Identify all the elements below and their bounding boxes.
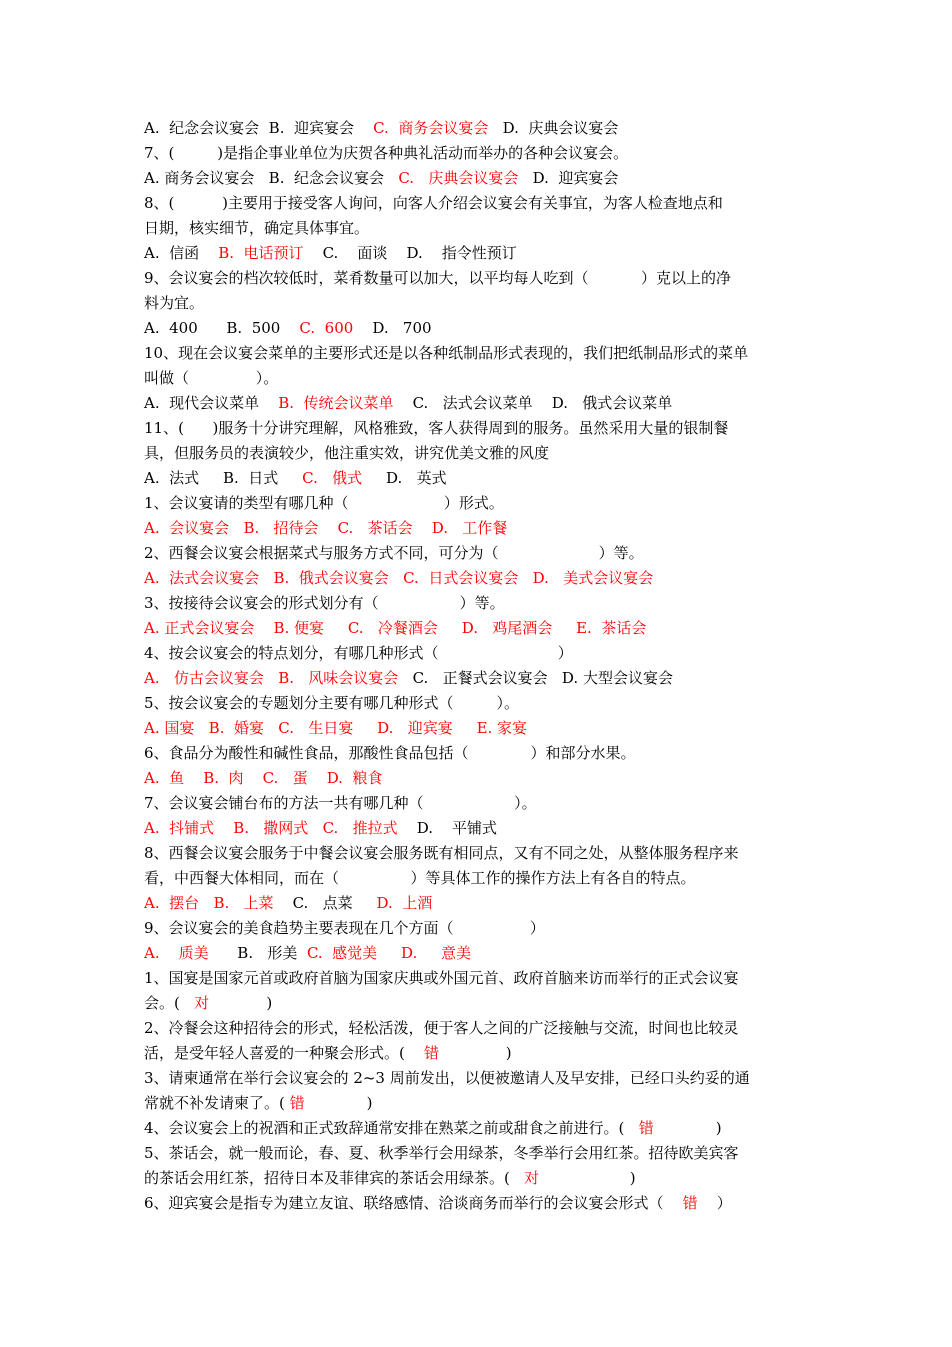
question-text: )	[539, 1169, 636, 1187]
question-text: 11、( )服务十分讲究理解，风格雅致，客人获得周到的服务。虽然采用大量的银制餐	[144, 419, 729, 437]
text-line	[144, 466, 814, 491]
text-line	[144, 966, 814, 991]
text-line	[144, 591, 814, 616]
question-text: 常就不补发请柬了。(	[144, 1094, 290, 1112]
answer-text: B. 电话预订	[218, 244, 304, 262]
text-line	[144, 741, 814, 766]
question-text: 料为宜。	[144, 294, 205, 312]
text-line	[144, 491, 814, 516]
answer-text: C. 600	[299, 319, 354, 337]
answer-text: 对	[524, 1169, 540, 1187]
answer-text: A. 质美	[144, 944, 209, 962]
question-text: 7、( )是指企事业单位为庆贺各种典礼活动而举办的各种会议宴会。	[144, 144, 629, 162]
question-text: 8、( )主要用于接受客人询问，向客人介绍会议宴会有关事宜，为客人检查地点和	[144, 194, 723, 212]
answer-text: C. 庆典会议宴会	[398, 169, 519, 187]
question-text: D. 700	[353, 319, 432, 337]
answer-text: A. 仿古会议宴会 B. 风味会议宴会	[144, 669, 399, 687]
question-text: 5、茶话会，就一般而论，春、夏、秋季举行会用绿茶，冬季举行会用红茶。招待欧美宾客	[144, 1144, 739, 1162]
question-text: 4、按会议宴会的特点划分，有哪几种形式（ ）	[144, 644, 573, 662]
text-line	[144, 841, 814, 866]
text-line	[144, 341, 814, 366]
text-line	[144, 941, 814, 966]
answer-text: A. 鱼 B. 肉 C. 蛋 D. 粮食	[144, 769, 383, 787]
answer-text: 错	[289, 1094, 305, 1112]
text-line	[144, 791, 814, 816]
text-line	[144, 266, 814, 291]
text-line	[144, 766, 814, 791]
question-text: 3、请柬通常在举行会议宴会的 2~3 周前发出，以便被邀请人及早安排，已经口头约妥的通	[144, 1069, 750, 1087]
text-line	[144, 391, 814, 416]
answer-text: A. 抖铺式 B. 撒网式 C. 推拉式	[144, 819, 398, 837]
text-line	[144, 916, 814, 941]
text-line	[144, 1116, 814, 1141]
question-text: 4、会议宴会上的祝酒和正式致辞通常安排在熟菜之前或甜食之前进行。(	[144, 1119, 639, 1137]
question-text: 5、按会议宴会的专题划分主要有哪几种形式（ ）。	[144, 694, 519, 712]
text-line	[144, 641, 814, 666]
answer-text: A. 正式会议宴会 B. 便宴 C. 冷餐酒会 D. 鸡尾酒会 E. 茶话会	[144, 619, 647, 637]
question-text: 3、按接待会议宴会的形式划分有（ ）等。	[144, 594, 505, 612]
text-line	[144, 691, 814, 716]
answer-text: A. 摆台 B. 上菜	[144, 894, 274, 912]
question-text: 6、迎宾宴会是指专为建立友谊、联络感情、洽谈商务而举行的会议宴会形式（	[144, 1194, 683, 1212]
text-line	[144, 541, 814, 566]
question-text: A. 商务会议宴会 B. 纪念会议宴会	[144, 169, 399, 187]
text-line	[144, 516, 814, 541]
text-line	[144, 891, 814, 916]
text-line	[144, 291, 814, 316]
quiz-content	[144, 116, 814, 1216]
question-text: 1、国宴是国家元首或政府首脑为国家庆典或外国元首、政府首脑来访而举行的正式会议宴	[144, 969, 739, 987]
question-text: C. 点菜	[273, 894, 377, 912]
text-line	[144, 191, 814, 216]
answer-text: 错	[682, 1194, 698, 1212]
question-text: A. 现代会议菜单	[144, 394, 279, 412]
question-text: D. 英式	[362, 469, 447, 487]
question-text: 的茶话会用红茶，招待日本及菲律宾的茶话会用绿茶。(	[144, 1169, 525, 1187]
text-line	[144, 1141, 814, 1166]
question-text: A. 400 B. 500	[144, 319, 300, 337]
answer-text: C. 俄式	[302, 469, 363, 487]
question-text: 9、会议宴会的美食趋势主要表现在几个方面（ ）	[144, 919, 545, 937]
question-text: 7、会议宴会铺台布的方法一共有哪几种（ ）。	[144, 794, 537, 812]
question-text: 会。(	[144, 994, 195, 1012]
answer-text: D. 上酒	[376, 894, 433, 912]
question-text: D. 平铺式	[397, 819, 498, 837]
text-line	[144, 366, 814, 391]
text-line	[144, 141, 814, 166]
answer-text: C. 商务会议宴会	[373, 119, 489, 137]
question-text: 日期，核实细节，确定具体事宜。	[144, 219, 370, 237]
text-line	[144, 1016, 814, 1041]
question-text: A. 信函	[144, 244, 219, 262]
question-text: C. 正餐式会议宴会 D. 大型会议宴会	[398, 669, 673, 687]
text-line	[144, 991, 814, 1016]
question-text: A. 纪念会议宴会 B. 迎宾宴会	[144, 119, 374, 137]
answer-text: A. 会议宴会 B. 招待会 C. 茶话会 D. 工作餐	[144, 519, 508, 537]
question-text: )	[304, 1094, 373, 1112]
text-line	[144, 166, 814, 191]
answer-text: 错	[638, 1119, 654, 1137]
question-text: 2、冷餐会这种招待会的形式，轻松活泼，便于客人之间的广泛接触与交流，时间也比较灵	[144, 1019, 739, 1037]
question-text: D. 迎宾宴会	[518, 169, 619, 187]
text-line	[144, 241, 814, 266]
text-line	[144, 1166, 814, 1191]
answer-text: 对	[194, 994, 210, 1012]
question-text: C. 面谈 D. 指令性预订	[303, 244, 517, 262]
text-line	[144, 1091, 814, 1116]
question-text: 6、食品分为酸性和碱性食品，那酸性食品包括（ ）和部分水果。	[144, 744, 636, 762]
text-line	[144, 716, 814, 741]
answer-text: A. 国宴 B. 婚宴 C. 生日宴 D. 迎宾宴 E. 家宴	[144, 719, 528, 737]
text-line	[144, 416, 814, 441]
question-text: ）	[697, 1194, 732, 1212]
question-text: )	[438, 1044, 512, 1062]
question-text: 8、西餐会议宴会服务于中餐会议宴会服务既有相同点，又有不同之处，从整体服务程序来	[144, 844, 739, 862]
question-text: D. 庆典会议宴会	[488, 119, 619, 137]
question-text: 活，是受年轻人喜爱的一种聚会形式。(	[144, 1044, 424, 1062]
text-line	[144, 1191, 814, 1216]
answer-text: 错	[423, 1044, 439, 1062]
text-line	[144, 666, 814, 691]
text-line	[144, 866, 814, 891]
text-line	[144, 316, 814, 341]
question-text: C. 法式会议菜单 D. 俄式会议菜单	[393, 394, 673, 412]
question-text: 1、会议宴请的类型有哪几种（ ）形式。	[144, 494, 504, 512]
answer-text: C. 感觉美 D. 意美	[306, 944, 472, 962]
question-text: A. 法式 B. 日式	[144, 469, 303, 487]
question-text: 具，但服务员的表演较少，他注重实效，讲究优美文雅的风度	[144, 444, 550, 462]
text-line	[144, 441, 814, 466]
question-text: )	[653, 1119, 722, 1137]
text-line	[144, 1066, 814, 1091]
answer-text: B. 传统会议菜单	[278, 394, 394, 412]
question-text: 9、会议宴会的档次较低时，菜肴数量可以加大，以平均每人吃到（ ）克以上的净	[144, 269, 731, 287]
question-text: 10、现在会议宴会菜单的主要形式还是以各种纸制品形式表现的，我们把纸制品形式的菜单	[144, 344, 749, 362]
answer-text: A. 法式会议宴会 B. 俄式会议宴会 C. 日式会议宴会 D. 美式会议宴会	[144, 569, 654, 587]
text-line	[144, 566, 814, 591]
text-line	[144, 1041, 814, 1066]
question-text: 2、西餐会议宴会根据菜式与服务方式不同，可分为（ ）等。	[144, 544, 644, 562]
text-line	[144, 816, 814, 841]
question-text: 看，中西餐大体相同，而在（ ）等具体工作的操作方法上有各自的特点。	[144, 869, 696, 887]
question-text: 叫做（ ）。	[144, 369, 279, 387]
question-text: B. 形美	[208, 944, 307, 962]
question-text: )	[209, 994, 273, 1012]
text-line	[144, 216, 814, 241]
text-line	[144, 616, 814, 641]
text-line	[144, 116, 814, 141]
